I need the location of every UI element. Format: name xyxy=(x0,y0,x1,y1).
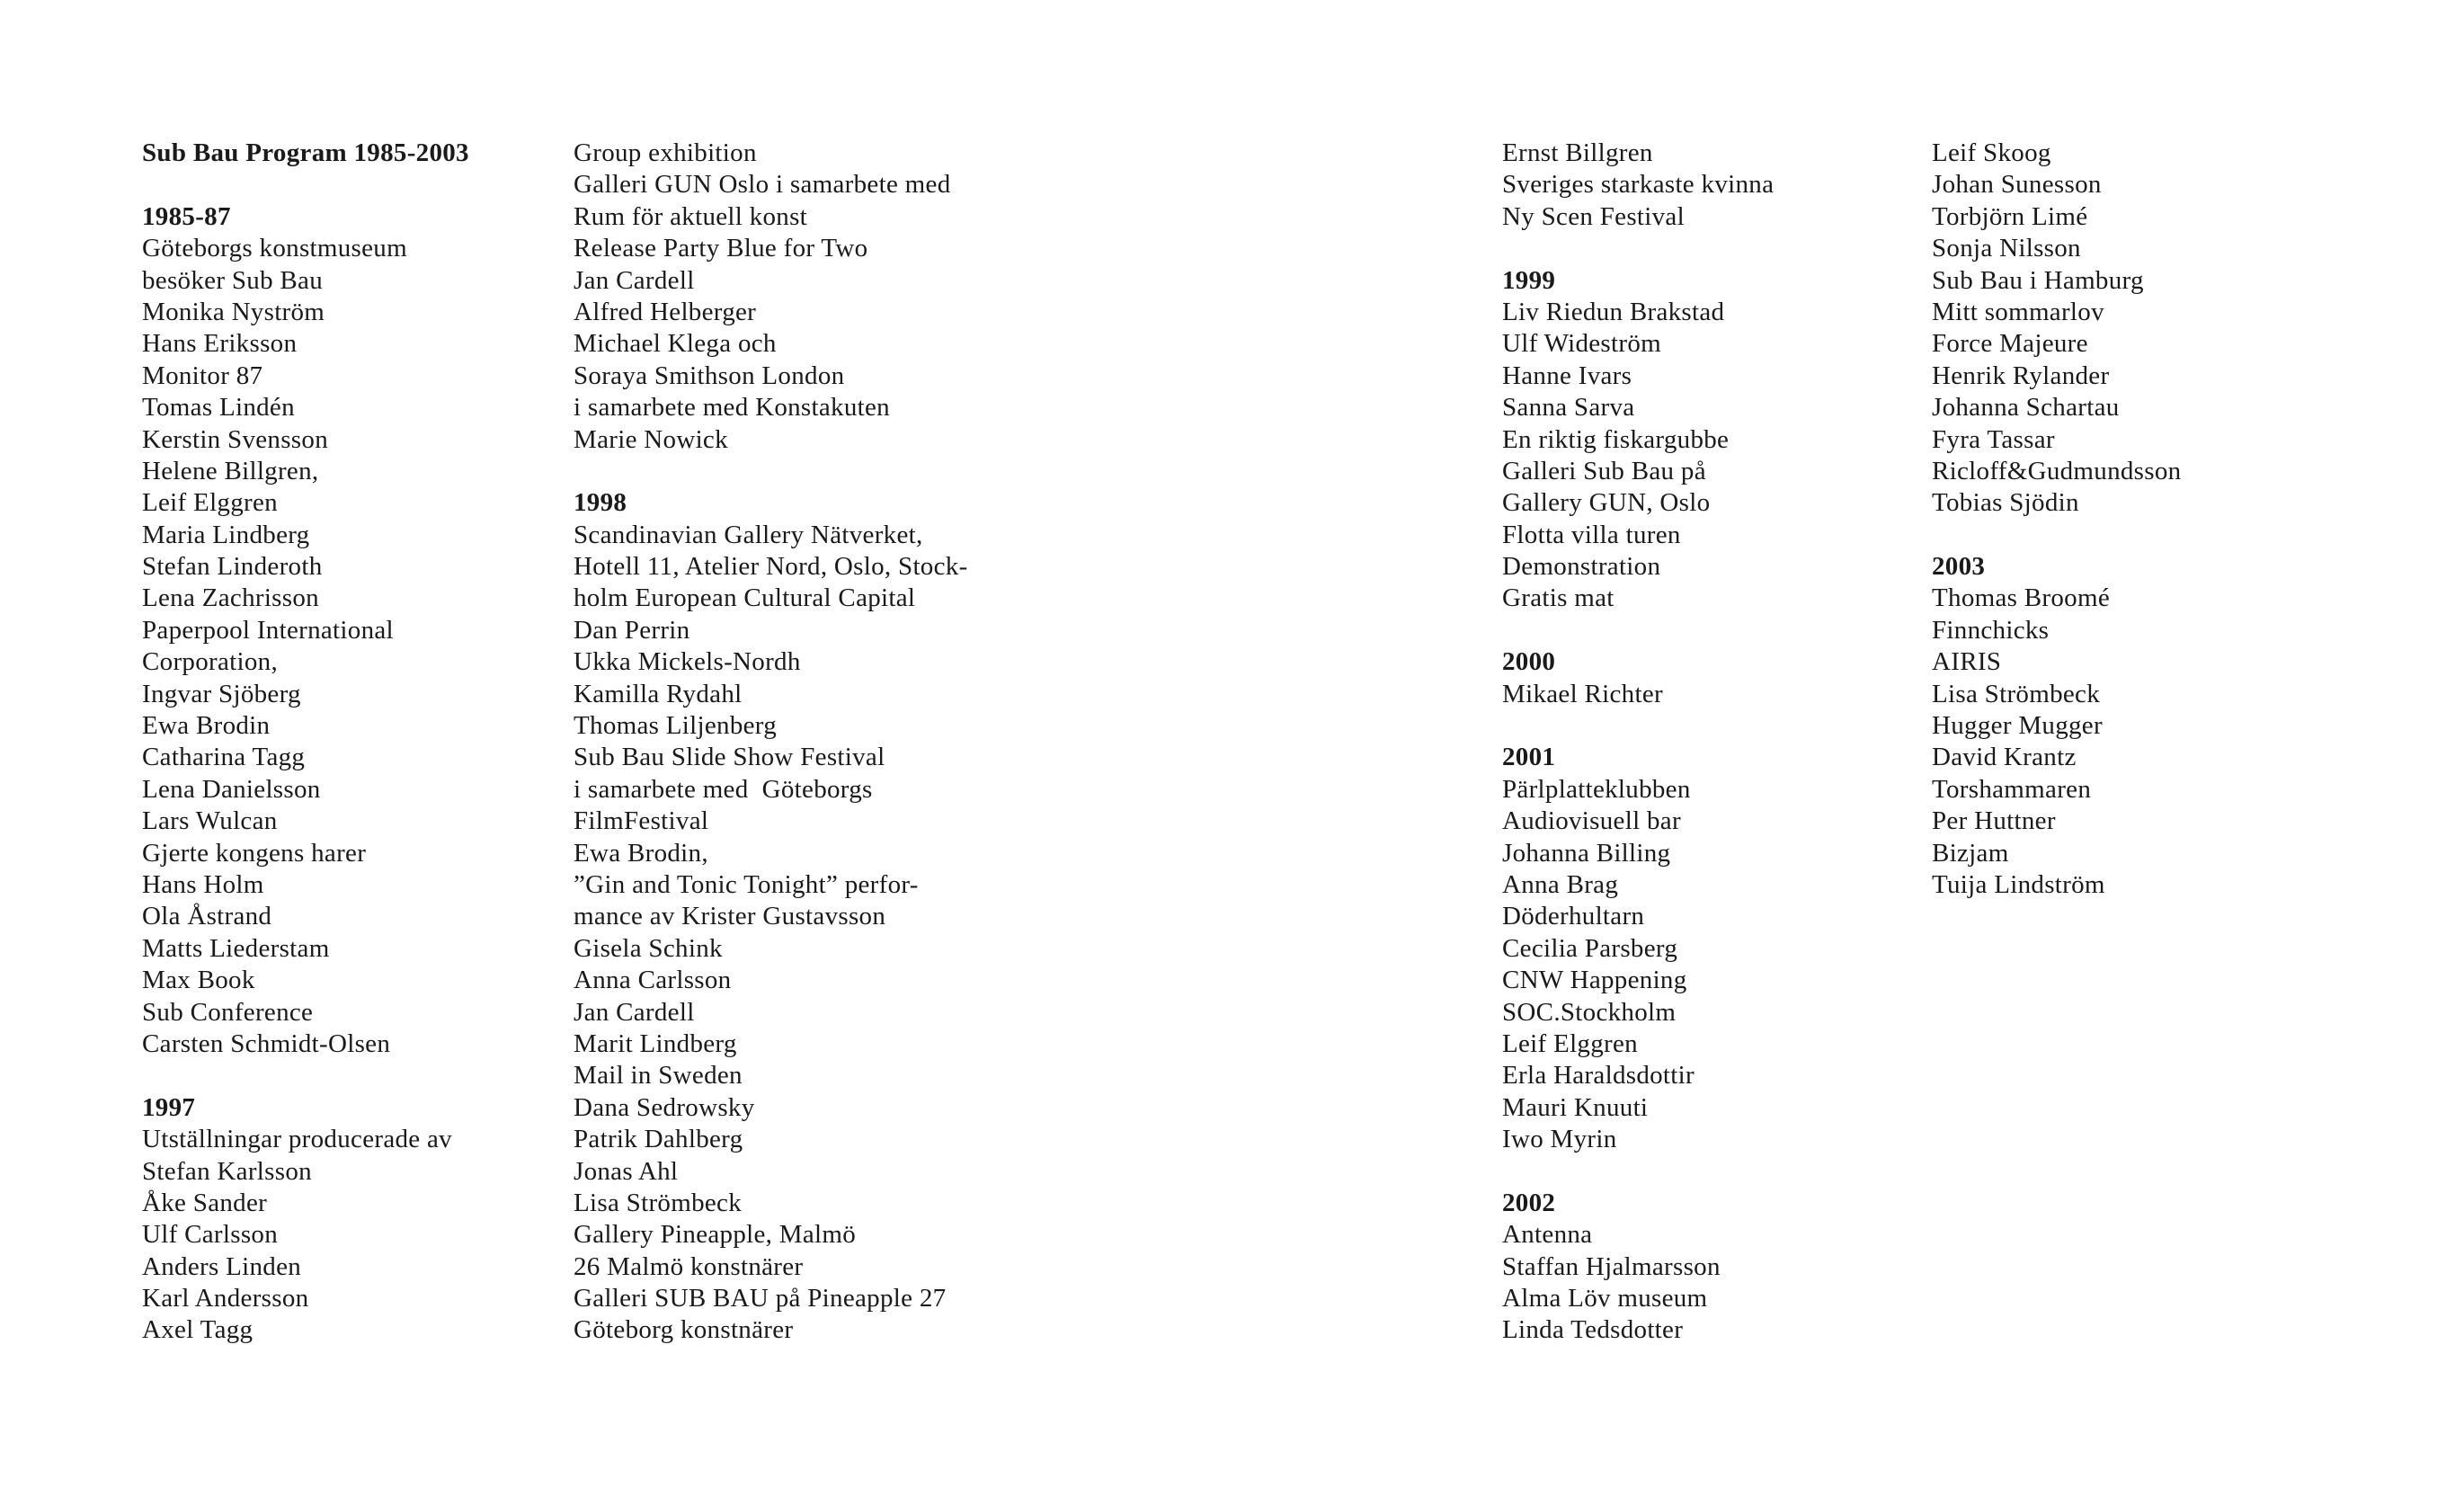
program-line: AIRIS xyxy=(1932,647,2002,677)
year-heading: 1997 xyxy=(142,1092,196,1122)
program-line: Paperpool International xyxy=(142,615,394,645)
program-line: Axel Tagg xyxy=(142,1315,254,1345)
program-line: Hans Eriksson xyxy=(142,329,298,359)
program-line: Per Huttner xyxy=(1932,806,2056,836)
program-line: Dana Sedrowsky xyxy=(574,1092,755,1122)
program-line: Karl Andersson xyxy=(142,1284,309,1313)
program-line: mance av Krister Gustavsson xyxy=(574,902,886,931)
program-line: Ernst Billgren xyxy=(1502,138,1653,167)
program-line: Johan Sunesson xyxy=(1932,170,2102,200)
year-heading: 2000 xyxy=(1502,647,1556,677)
program-line: Stefan Linderoth xyxy=(142,552,323,582)
program-line: Utställningar producerade av xyxy=(142,1125,452,1154)
program-line: Lisa Strömbeck xyxy=(574,1188,743,1217)
program-line: FilmFestival xyxy=(574,806,709,836)
program-line: Ewa Brodin, xyxy=(574,838,708,868)
program-line: Dan Perrin xyxy=(574,615,690,645)
program-line: holm European Cultural Capital xyxy=(574,583,916,613)
program-line: Mitt sommarlov xyxy=(1932,297,2104,326)
year-heading: 1998 xyxy=(574,488,627,518)
program-line: Antenna xyxy=(1502,1220,1593,1250)
program-line: Tuija Lindström xyxy=(1932,869,2105,899)
program-line: Fyra Tassar xyxy=(1932,424,2055,454)
program-line: Anna Brag xyxy=(1502,869,1619,899)
program-line: Pärlplatteklubben xyxy=(1502,774,1691,804)
year-heading: 1999 xyxy=(1502,265,1556,295)
program-line: Sanna Sarva xyxy=(1502,393,1635,423)
program-line: Michael Klega och xyxy=(574,329,777,359)
program-line: Henrik Rylander xyxy=(1932,361,2110,390)
program-line: Finnchicks xyxy=(1932,615,2050,645)
program-line: SOC.Stockholm xyxy=(1502,997,1677,1027)
program-line: Marie Nowick xyxy=(574,424,728,454)
program-line: Rum för aktuell konst xyxy=(574,201,808,231)
program-line: Ingvar Sjöberg xyxy=(142,679,301,708)
program-line: Audiovisuell bar xyxy=(1502,806,1681,836)
program-line: Jan Cardell xyxy=(574,265,695,295)
program-line: Anders Linden xyxy=(142,1251,302,1281)
program-line: Liv Riedun Brakstad xyxy=(1502,297,1725,326)
program-line: Mail in Sweden xyxy=(574,1061,743,1091)
program-line: Gjerte kongens harer xyxy=(142,838,367,868)
program-line: Hans Holm xyxy=(142,869,264,899)
program-line: Carsten Schmidt-Olsen xyxy=(142,1028,391,1058)
program-line: Alfred Helberger xyxy=(574,297,757,326)
program-column-1985-1997 xyxy=(142,138,469,1347)
program-line: Staffan Hjalmarsson xyxy=(1502,1251,1721,1281)
blank-line xyxy=(142,1060,469,1091)
program-line: Åke Sander xyxy=(142,1188,268,1217)
program-line: Galleri Sub Bau på xyxy=(1502,456,1706,485)
program-line: Sub Bau i Hamburg xyxy=(1932,265,2144,295)
program-line: Release Party Blue for Two xyxy=(574,234,868,263)
program-line: Johanna Billing xyxy=(1502,838,1671,868)
program-line: 26 Malmö konstnärer xyxy=(574,1251,804,1281)
program-line: Sub Conference xyxy=(142,997,314,1027)
program-line: Johanna Schartau xyxy=(1932,393,2120,423)
program-line: Marit Lindberg xyxy=(574,1028,737,1058)
program-line: Cecilia Parsberg xyxy=(1502,933,1678,963)
program-line: Leif Skoog xyxy=(1932,138,2051,167)
program-line: Soraya Smithson London xyxy=(574,361,845,390)
program-line: Monika Nyström xyxy=(142,297,325,326)
program-line: Force Majeure xyxy=(1932,329,2088,359)
program-line: Leif Elggren xyxy=(1502,1028,1638,1058)
program-line: Anna Carlsson xyxy=(574,966,732,995)
program-line: i samarbete med Konstakuten xyxy=(574,393,890,423)
program-line: Hotell 11, Atelier Nord, Oslo, Stock- xyxy=(574,552,968,582)
program-line: Döderhultarn xyxy=(1502,902,1645,931)
program-line: Flotta villa turen xyxy=(1502,520,1681,549)
program-column-1998 xyxy=(574,138,968,1347)
program-line: Corporation, xyxy=(142,647,278,677)
program-column-2003 xyxy=(1932,138,2181,901)
program-line: Iwo Myrin xyxy=(1502,1125,1617,1154)
blank-line xyxy=(1502,233,1774,264)
program-line: Erla Haraldsdottir xyxy=(1502,1061,1695,1091)
program-line: ”Gin and Tonic Tonight” perfor- xyxy=(574,869,919,899)
program-line: Catharina Tagg xyxy=(142,743,306,772)
program-line: David Krantz xyxy=(1932,743,2077,772)
program-line: En riktig fiskargubbe xyxy=(1502,424,1730,454)
year-heading: 2001 xyxy=(1502,743,1556,772)
program-line: Linda Tedsdotter xyxy=(1502,1315,1684,1345)
program-line: Demonstration xyxy=(1502,552,1661,582)
program-line: Alma Löv museum xyxy=(1502,1284,1708,1313)
program-line: Galleri SUB BAU på Pineapple 27 xyxy=(574,1284,947,1313)
program-column-1999-2002 xyxy=(1502,138,1774,1347)
program-line: i samarbete med Göteborgs xyxy=(574,774,873,804)
program-line: Hanne Ivars xyxy=(1502,361,1632,390)
program-line: Göteborg konstnärer xyxy=(574,1315,794,1345)
program-line: Ricloff&Gudmundsson xyxy=(1932,456,2182,485)
blank-line xyxy=(1502,615,1774,646)
program-line: Matts Liederstam xyxy=(142,933,330,963)
program-line: Stefan Karlsson xyxy=(142,1156,312,1186)
program-line: Lena Danielsson xyxy=(142,774,321,804)
program-line: Tomas Lindén xyxy=(142,393,295,423)
blank-line xyxy=(142,169,469,200)
program-line: Sub Bau Slide Show Festival xyxy=(574,743,885,772)
program-line: besöker Sub Bau xyxy=(142,265,324,295)
program-line: Jonas Ahl xyxy=(574,1156,679,1186)
year-heading: 1985-87 xyxy=(142,201,231,231)
program-line: Ola Åstrand xyxy=(142,902,272,931)
program-line: Lars Wulcan xyxy=(142,806,278,836)
program-line: Gallery Pineapple, Malmö xyxy=(574,1220,857,1250)
blank-line xyxy=(1502,1156,1774,1188)
program-line: Scandinavian Gallery Nätverket, xyxy=(574,520,923,549)
program-line: Torbjörn Limé xyxy=(1932,201,2088,231)
program-line: Mauri Knuuti xyxy=(1502,1092,1649,1122)
program-line: Max Book xyxy=(142,966,255,995)
program-line: Monitor 87 xyxy=(142,361,263,390)
program-line: Bizjam xyxy=(1932,838,2009,868)
program-line: Ulf Carlsson xyxy=(142,1220,279,1250)
program-line: Group exhibition xyxy=(574,138,757,167)
year-heading: 2002 xyxy=(1502,1188,1556,1217)
program-line: Ny Scen Festival xyxy=(1502,201,1685,231)
program-line: Gallery GUN, Oslo xyxy=(1502,488,1711,518)
program-line: Gisela Schink xyxy=(574,933,723,963)
program-line: Kamilla Rydahl xyxy=(574,679,743,708)
program-line: Göteborgs konstmuseum xyxy=(142,234,407,263)
program-line: Thomas Broomé xyxy=(1932,583,2111,613)
program-line: Lisa Strömbeck xyxy=(1932,679,2101,708)
program-line: Torshammaren xyxy=(1932,774,2092,804)
program-line: Sonja Nilsson xyxy=(1932,234,2081,263)
program-line: Mikael Richter xyxy=(1502,679,1663,708)
blank-line xyxy=(574,456,968,487)
program-line: Ulf Wideström xyxy=(1502,329,1661,359)
program-line: Kerstin Svensson xyxy=(142,424,328,454)
program-line: Sveriges starkaste kvinna xyxy=(1502,170,1775,200)
page-title: Sub Bau Program 1985-2003 xyxy=(142,138,469,167)
program-line: Ukka Mickels-Nordh xyxy=(574,647,801,677)
year-heading: 2003 xyxy=(1932,552,1986,582)
program-line: Patrik Dahlberg xyxy=(574,1125,743,1154)
program-line: Jan Cardell xyxy=(574,997,695,1027)
program-line: Maria Lindberg xyxy=(142,520,310,549)
program-line: Hugger Mugger xyxy=(1932,711,2103,741)
program-line: CNW Happening xyxy=(1502,966,1687,995)
program-line: Tobias Sjödin xyxy=(1932,488,2079,518)
blank-line xyxy=(1502,710,1774,742)
program-line: Ewa Brodin xyxy=(142,711,271,741)
program-line: Galleri GUN Oslo i samarbete med xyxy=(574,170,951,200)
program-line: Helene Billgren, xyxy=(142,456,319,485)
program-line: Leif Elggren xyxy=(142,488,278,518)
program-line: Thomas Liljenberg xyxy=(574,711,778,741)
blank-line xyxy=(1932,520,2181,551)
program-line: Gratis mat xyxy=(1502,583,1614,613)
program-line: Lena Zachrisson xyxy=(142,583,319,613)
